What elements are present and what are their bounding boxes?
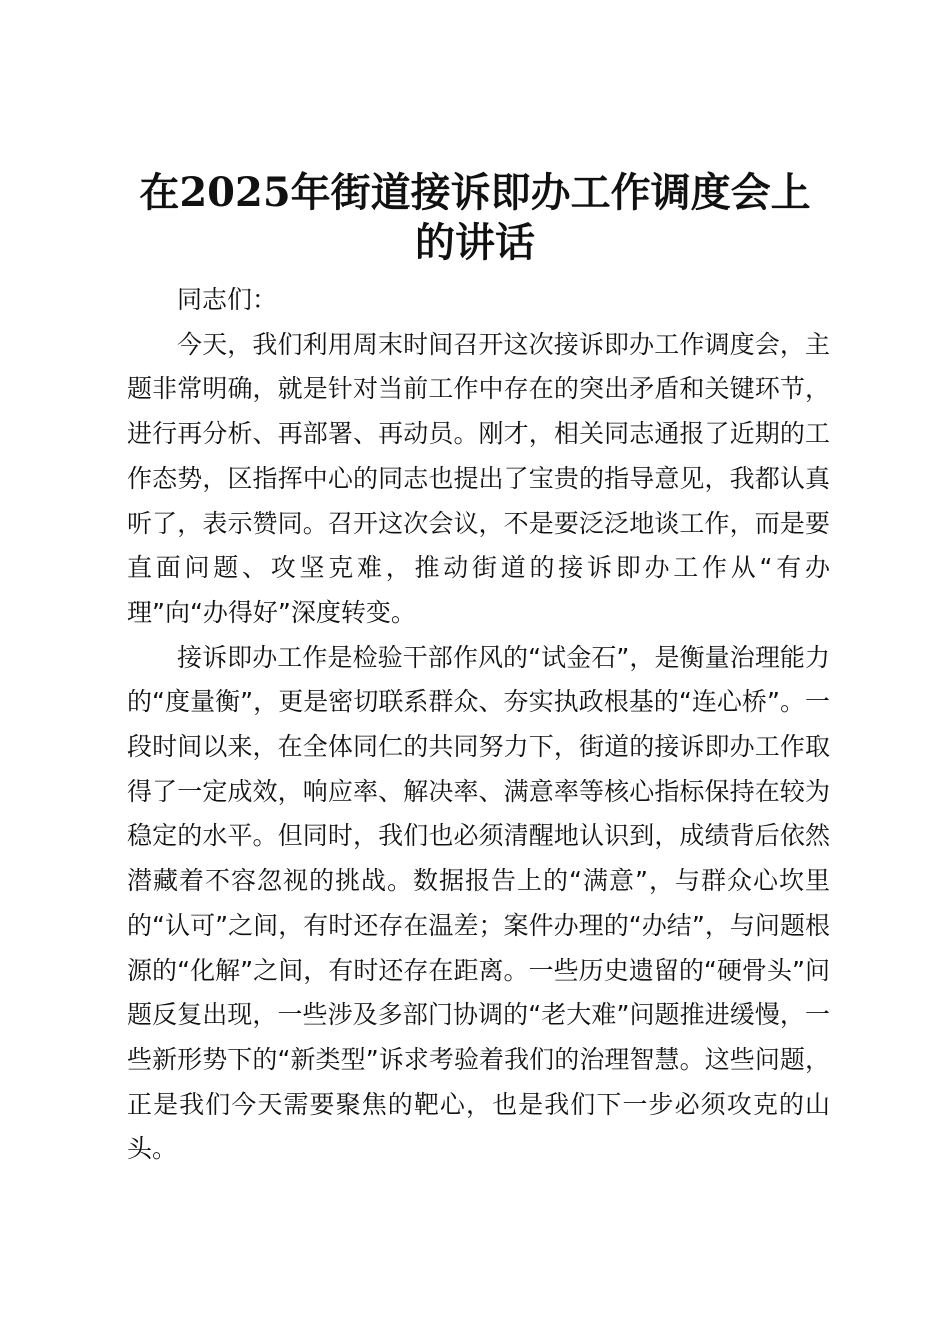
paragraph-2: 接诉即办工作是检验干部作风的“试金石”，是衡量治理能力的“度量衡”，更是密切联系群众、夯实执政根基的“连心桥”。一段时间以来，在全体同仁的共同努力下，街道的接诉即办工作取得了一定成效，响应率、解决率、满意率等核心指标保持在较为稳定的水平。但同时，我们也必须清醒地认识到，成绩背后依然潜藏着不容忽视的挑战。数据报告上的“满意”，与群众心坎里的“认可”之间，有时还存在温差；案件办理的“办结”，与问题根源的“化解”之间，有时还存在距离。一些历史遗留的“硬骨头”问题反复出现，一些涉及多部门协调的“老大难”问题推进缓慢，一些新形势下的“新类型”诉求考验着我们的治理智慧。这些问题，正是我们今天需要聚焦的靶心，也是我们下一步必须攻克的山头。 bbox=[127, 642, 830, 1164]
document-body bbox=[127, 278, 830, 1172]
salutation: 同志们： bbox=[177, 285, 278, 314]
document-title: 在2025年街道接诉即办工作调度会上的讲话 bbox=[139, 169, 811, 266]
paragraph-1: 今天，我们利用周末时间召开这次接诉即办工作调度会，主题非常明确，就是针对当前工作中存在的突出矛盾和关键环节，进行再分析、再部署、再动员。刚才，相关同志通报了近期的工作态势，区指挥中心的同志也提出了宝贵的指导意见，我都认真听了，表示赞同。召开这次会议，不是要泛泛地谈工作，而是要直面问题、攻坚克难，推动街道的接诉即办工作从“有办理”向“办得好”深度转变。 bbox=[127, 329, 830, 627]
